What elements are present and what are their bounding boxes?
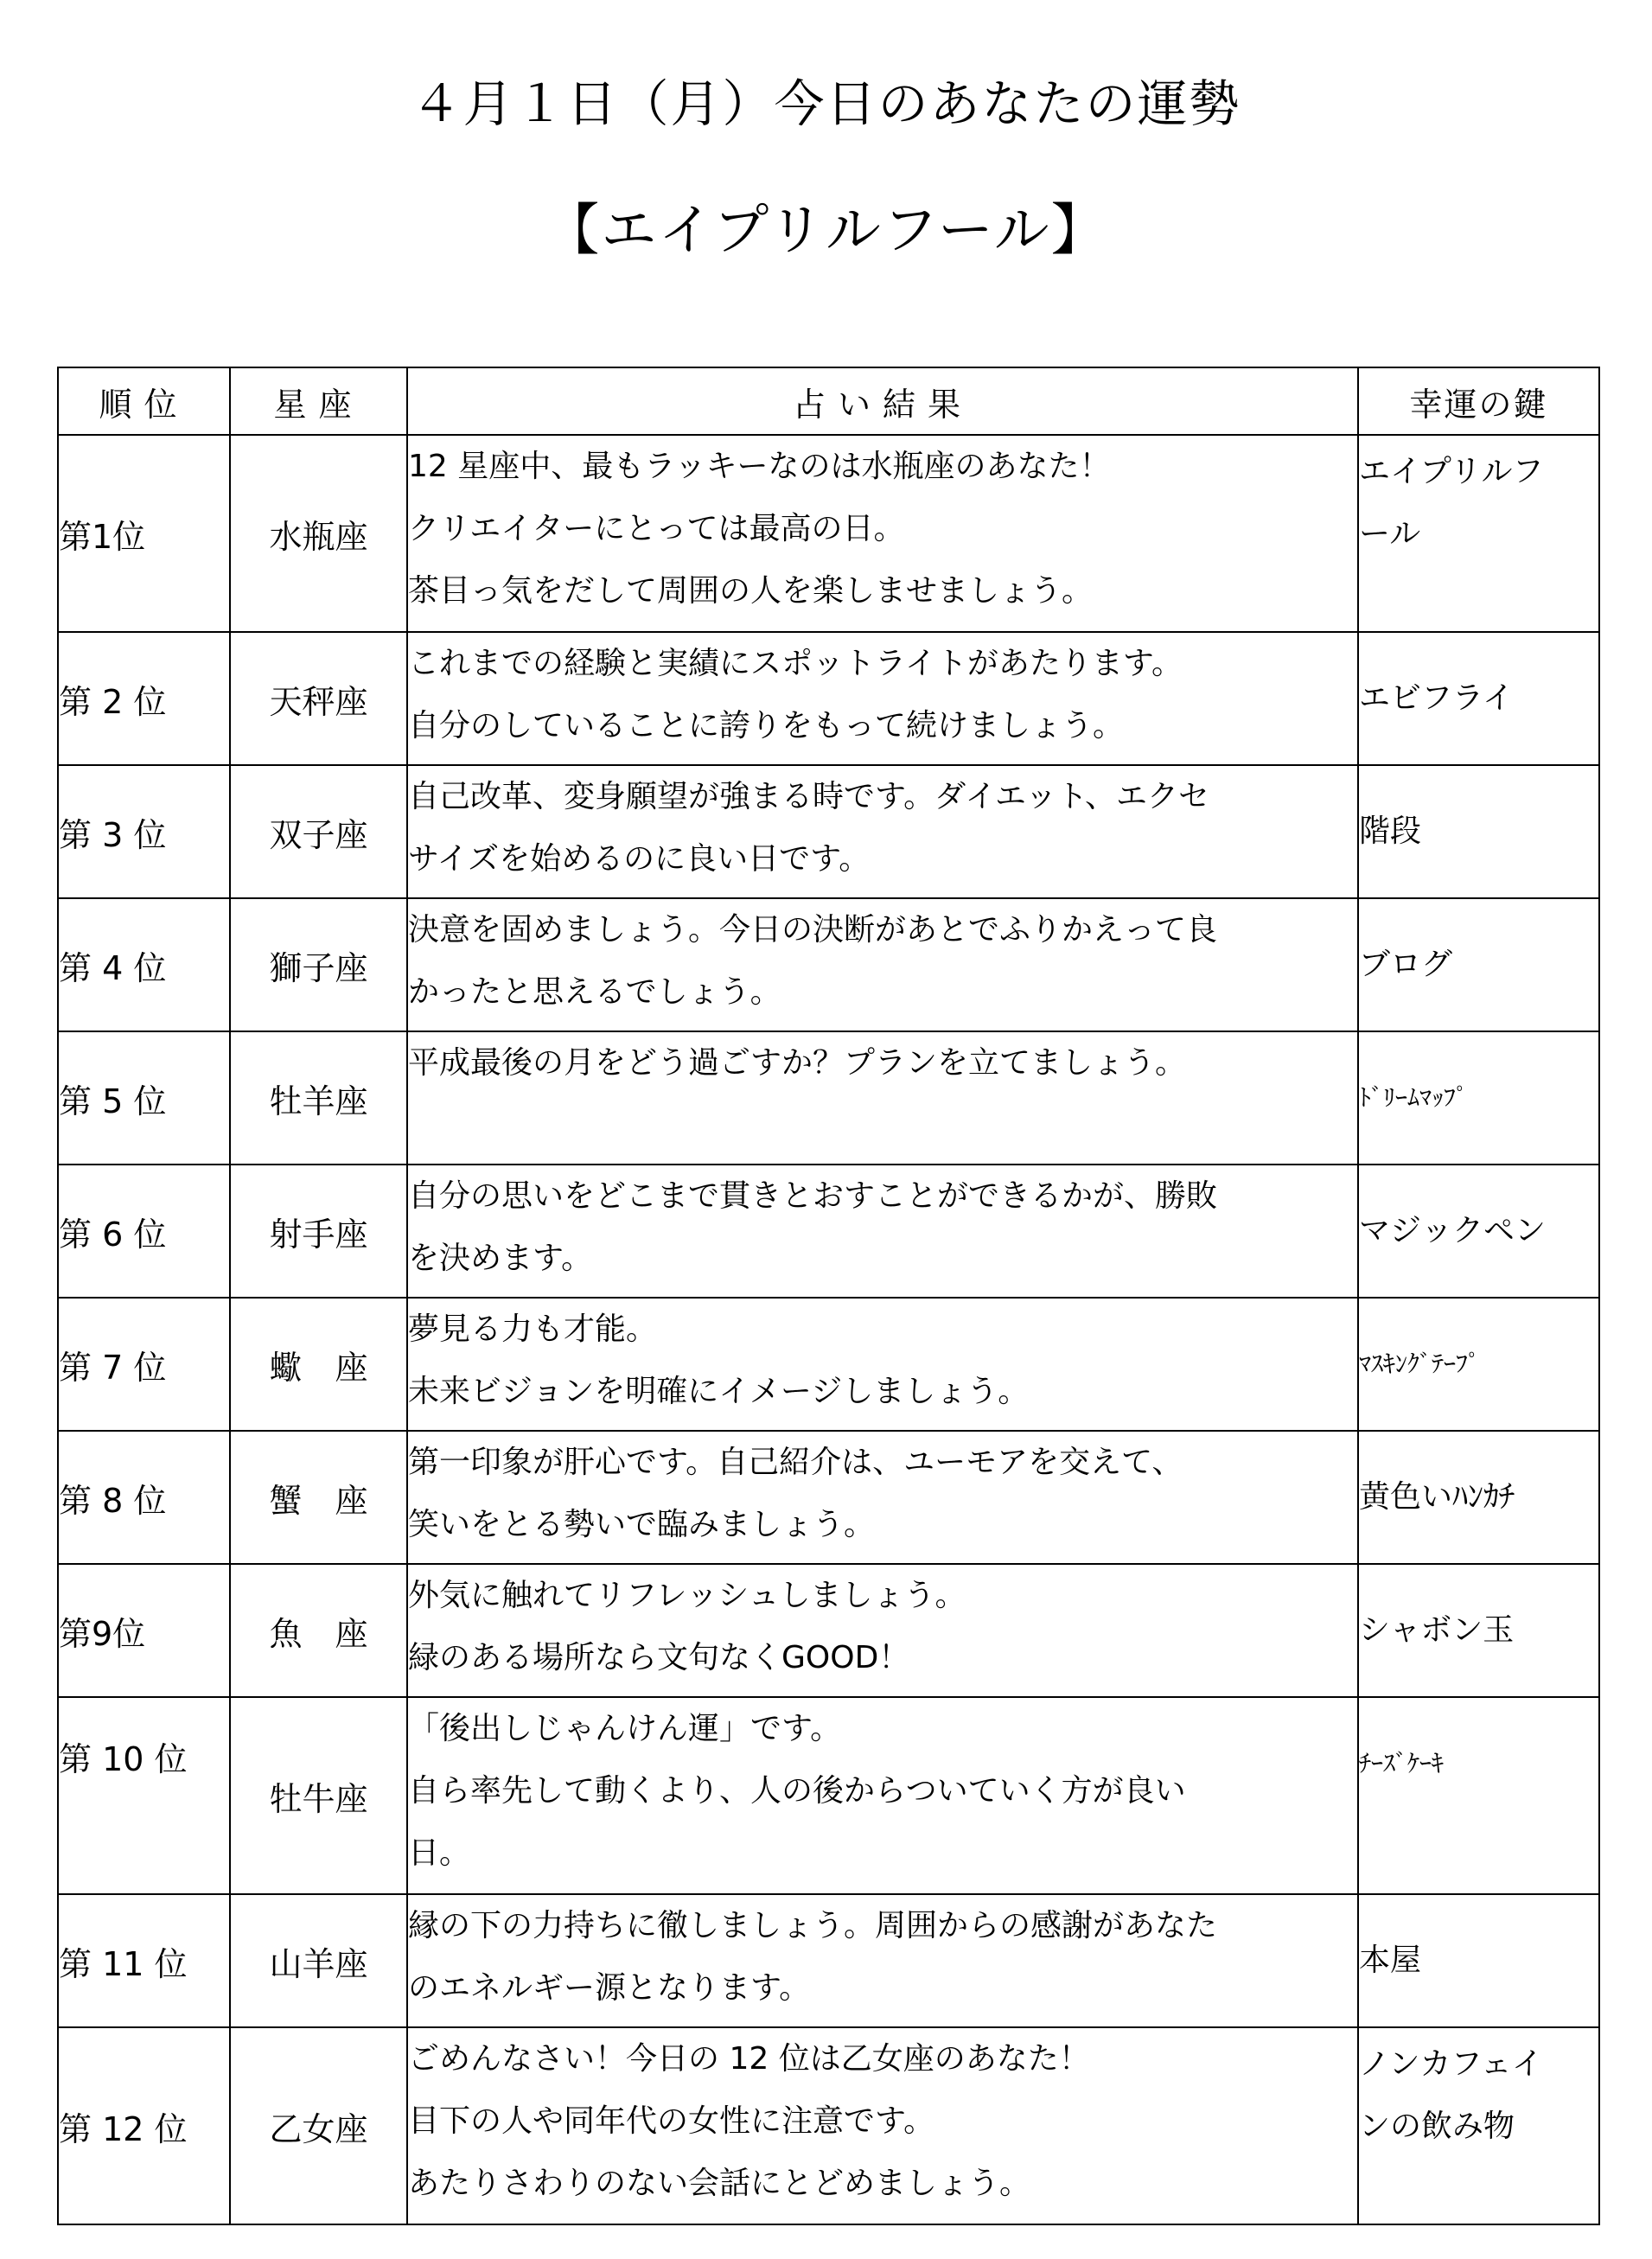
lucky-key-cell (1358, 2027, 1599, 2224)
result-cell (407, 765, 1358, 898)
sign-cell: 魚 座 (230, 1564, 407, 1697)
lucky-key-line: エイプリルフ (1359, 454, 1544, 489)
result-cell (407, 1431, 1358, 1564)
sign-cell: 射手座 (230, 1165, 407, 1298)
rank-cell: 第 11 位 (58, 1894, 230, 2027)
result-line: かったと思えるでしょう。 (408, 974, 781, 1010)
rank-cell: 第 10 位 (58, 1697, 230, 1894)
table-row (58, 1431, 1599, 1564)
result-cell (407, 898, 1358, 1031)
result-cell (407, 1894, 1358, 2027)
rank-cell: 第1位 (58, 435, 230, 632)
table-row (58, 1031, 1599, 1165)
header-result: 占い結果 (407, 367, 1358, 435)
table-row (58, 765, 1599, 898)
sign-cell: 獅子座 (230, 898, 407, 1031)
result-cell (407, 1697, 1358, 1894)
lucky-key-cell: 黄色いﾊﾝｶﾁ (1358, 1431, 1599, 1564)
sign-cell: 蟹 座 (230, 1431, 407, 1564)
result-line: 平成最後の月をどう過ごすか？プランを立てましょう。 (408, 1045, 1187, 1081)
header-rank: 順位 (58, 367, 230, 435)
result-line: のエネルギー源となります。 (408, 1970, 811, 2006)
rank-cell: 第 7 位 (58, 1298, 230, 1431)
sign-cell: 牡羊座 (230, 1031, 407, 1165)
result-line: 夢見る力も才能。 (408, 1311, 658, 1347)
result-line: 12 星座中、最もラッキーなのは水瓶座のあなた！ (408, 449, 1111, 484)
result-line: を決めます。 (408, 1241, 593, 1276)
rank-cell: 第 4 位 (58, 898, 230, 1031)
result-line: 笑いをとる勢いで臨みましょう。 (408, 1507, 876, 1542)
result-line: あたりさわりのない会話にとどめましょう。 (408, 2166, 1031, 2201)
result-line: ごめんなさい！今日の 12 位は乙女座のあなた！ (408, 2041, 1090, 2077)
table-header-row (58, 367, 1599, 435)
lucky-key-cell: エビフライ (1358, 632, 1599, 765)
sign-cell: 牡牛座 (230, 1697, 407, 1894)
result-line: 外気に触れてリフレッシュしましょう。 (408, 1578, 966, 1613)
page-title: ４月１日（月）今日のあなたの運勢 (411, 74, 1241, 133)
result-line: 茶目っ気をだして周囲の人を楽しませましょう。 (408, 573, 1094, 609)
sign-cell: 乙女座 (230, 2027, 407, 2224)
result-line: 未来ビジョンを明確にイメージしましょう。 (408, 1374, 1030, 1409)
sign-cell: 双子座 (230, 765, 407, 898)
result-line: これまでの経験と実績にスポットライトがあたります。 (408, 646, 1183, 681)
sign-cell: 蠍 座 (230, 1298, 407, 1431)
result-line: 自ら率先して動くより、人の後からついていく方が良い (408, 1773, 1186, 1809)
result-cell (407, 2027, 1358, 2224)
lucky-key-cell: マジックペン (1358, 1165, 1599, 1298)
result-line: 「後出しじゃんけん運」です。 (408, 1711, 842, 1746)
lucky-key-cell: シャボン玉 (1358, 1564, 1599, 1697)
result-line: 第一印象が肝心です。自己紹介は、ユーモアを交えて、 (408, 1445, 1183, 1480)
sign-cell: 天秤座 (230, 632, 407, 765)
result-cell (407, 632, 1358, 765)
lucky-key-line: ノンカフェイ (1359, 2046, 1543, 2082)
rank-cell: 第 5 位 (58, 1031, 230, 1165)
result-line: サイズを始めるのに良い日です。 (408, 841, 871, 877)
table-row (58, 1165, 1599, 1298)
lucky-key-cell: ﾏｽｷﾝｸﾞﾃｰﾌﾟ (1358, 1298, 1599, 1431)
page-subtitle: 【エイプリルフール】 (544, 199, 1108, 263)
result-cell (407, 1031, 1358, 1165)
table-row (58, 898, 1599, 1031)
table-row (58, 1697, 1599, 1894)
result-line: 日。 (408, 1835, 471, 1871)
lucky-key-line: ンの飲み物 (1359, 2109, 1515, 2144)
rank-cell: 第 8 位 (58, 1431, 230, 1564)
result-line: 緑のある場所なら文句なくGOOD！ (408, 1640, 910, 1675)
fortune-table (57, 367, 1600, 2225)
result-line: 目下の人や同年代の女性に注意です。 (408, 2103, 935, 2139)
result-line: 自分のしていることに誇りをもって続けましょう。 (408, 708, 1125, 743)
table-row (58, 435, 1599, 632)
sign-cell: 山羊座 (230, 1894, 407, 2027)
result-line: 自分の思いをどこまで貫きとおすことができるかが、勝敗 (408, 1178, 1218, 1214)
table-row (58, 1564, 1599, 1697)
rank-cell: 第9位 (58, 1564, 230, 1697)
table-row (58, 632, 1599, 765)
rank-cell: 第 6 位 (58, 1165, 230, 1298)
result-line: クリエイターにとっては最高の日。 (408, 511, 905, 546)
table-row (58, 1894, 1599, 2027)
result-line: 自己改革、変身願望が強まる時です。ダイエット、エクセ (408, 779, 1210, 814)
lucky-key-cell: 階段 (1358, 765, 1599, 898)
result-line: 縁の下の力持ちに徹しましょう。周囲からの感謝があなた (408, 1908, 1218, 1943)
lucky-key-line: ール (1359, 516, 1421, 552)
header-sign: 星座 (230, 367, 407, 435)
lucky-key-cell: ブログ (1358, 898, 1599, 1031)
table-row (58, 1298, 1599, 1431)
rank-cell: 第 12 位 (58, 2027, 230, 2224)
result-cell (407, 1298, 1358, 1431)
result-cell (407, 1564, 1358, 1697)
lucky-key-cell: 本屋 (1358, 1894, 1599, 2027)
result-cell (407, 435, 1358, 632)
rank-cell: 第 3 位 (58, 765, 230, 898)
result-line: 決意を固めましょう。今日の決断があとでふりかえって良 (408, 912, 1218, 948)
lucky-key-cell: ﾄﾞﾘｰﾑﾏｯﾌﾟ (1358, 1031, 1599, 1165)
sign-cell: 水瓶座 (230, 435, 407, 632)
lucky-key-cell: ﾁｰｽﾞｹｰｷ (1358, 1697, 1599, 1894)
lucky-key-cell (1358, 435, 1599, 632)
result-cell (407, 1165, 1358, 1298)
table-row (58, 2027, 1599, 2224)
rank-cell: 第 2 位 (58, 632, 230, 765)
header-lucky-key: 幸運の鍵 (1358, 367, 1599, 435)
